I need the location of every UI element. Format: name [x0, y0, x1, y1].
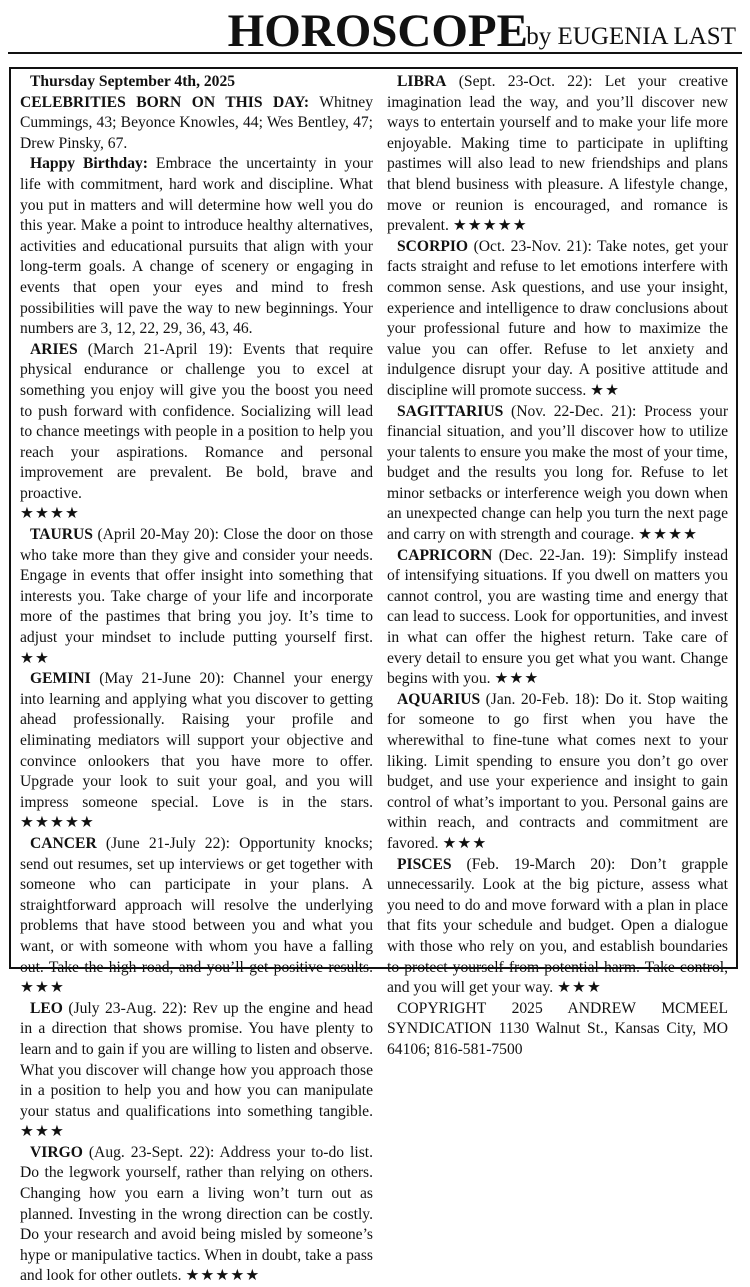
- sign-name: CANCER: [30, 834, 97, 852]
- sign-text: Don’t grapple unnecessarily. Look at the big picture, assess what you need to do and move forward with a plan in place that fits your schedule and budget. Open a dialogue with those who rely on you, and establish boundaries to protect yourself from potential harm. Take control, and you will get your way.: [387, 855, 728, 997]
- sign-name: GEMINI: [30, 670, 91, 688]
- star-rating: ★★★: [494, 670, 540, 688]
- sign-dates: (Sept. 23-Oct. 22):: [458, 73, 593, 90]
- sign-text: Channel your energy into learning and applying what you discover to getting ahead professionally. Raising your profile and eliminating mediators will support your objective and convince onlookers that you have more to offer. Upgrade your look to suit your goal, and you will impress someone special. Love is in the stars.: [20, 670, 373, 811]
- header-rule: [8, 52, 742, 54]
- sign-dates: (Jan. 20-Feb. 18):: [485, 690, 600, 708]
- sign-libra: [387, 72, 728, 237]
- byline: by EUGENIA LAST: [526, 23, 736, 50]
- star-rating: ★★★: [20, 1123, 65, 1141]
- sign-dates: (Oct. 23-Nov. 21):: [473, 237, 592, 255]
- birthday-paragraph: [20, 154, 373, 339]
- star-rating: ★★: [590, 381, 621, 399]
- sign-dates: (June 21-July 22):: [105, 834, 230, 852]
- celebrities-text: Whitney Cummings, 43; Beyonce Knowles, 44; Wes Bentley, 47; Drew Pinsky, 67.: [20, 93, 373, 152]
- sign-text: Do it. Stop waiting for someone to go first when you have the wherewithal to fine-tune what comes next to your liking. Limit spending to ensure you don’t go over budget, and use your experience and insight to gain control of what’s important to you. Personal gains are within reach, and contracts and commitment are favored.: [387, 690, 728, 852]
- star-rating: ★★★★: [20, 505, 80, 523]
- sign-text: Let your creative imagination lead the way, and you’ll discover new ways to entertain yourself and to make your life more enjoyable. Making time to participate in uplifting pastimes will also lead to new friendships and plans that blend business with pleasure. A lifestyle change, move or reunion is encouraged, and romance is prevalent.: [387, 73, 728, 235]
- sign-text: Opportunity knocks; send out resumes, set up interviews or get together with someone who can participate in your plans. A straightforward approach will resolve the underlying problems that have stood between you and what you want, or with someone with whom you have a falling out. Take the high road, and you’ll get positive results.: [20, 834, 373, 976]
- celebrities-label: CELEBRITIES BORN ON THIS DAY:: [20, 93, 310, 111]
- sign-dates: (July 23-Aug. 22):: [68, 999, 188, 1017]
- sign-cancer: [20, 834, 373, 999]
- sign-text: Close the door on those who take more than they give and consider your needs. Engage in events that offer insight into something that interests you. Take charge of your life and incorporate more of the pastimes that bring you joy. It’s time to adjust your mindset to include putting yourself first.: [20, 526, 373, 647]
- sign-gemini: [20, 669, 373, 834]
- sign-dates: (Aug. 23-Sept. 22):: [88, 1143, 215, 1161]
- sign-dates: (Dec. 22-Jan. 19):: [498, 546, 617, 564]
- sign-pisces: [387, 855, 728, 999]
- column-left: [20, 72, 373, 1287]
- sign-name: AQUARIUS: [397, 690, 481, 708]
- birthday-label: Happy Birthday:: [30, 155, 148, 173]
- star-rating: ★★: [20, 649, 50, 667]
- sign-sagittarius: [387, 402, 728, 546]
- header: [0, 0, 750, 62]
- sign-scorpio: [387, 237, 728, 402]
- sign-name: VIRGO: [30, 1143, 83, 1161]
- column-right: [387, 72, 728, 1061]
- sign-text: Rev up the engine and head in a direction that shows promise. You have plenty to learn and to gain if you are willing to listen and observe. What you discover will change how you approach those in a position to help you and how you can manipulate your status and qualifications into something tangible.: [20, 999, 373, 1120]
- star-rating: ★★★★★: [185, 1267, 261, 1285]
- sign-name: PISCES: [397, 855, 452, 873]
- star-rating: ★★★★★: [20, 814, 95, 832]
- star-rating: ★★★: [20, 979, 65, 997]
- sign-leo: [20, 999, 373, 1143]
- sign-text: Process your financial situation, and you’ll discover how to utilize your talents to ensure you make the most of your time, budget and the results you long for. Refuse to let minor setbacks or interference weigh you down when an unexpected change can help you turn the next page and carry on with strength and courage.: [387, 402, 729, 544]
- sign-name: SAGITTARIUS: [397, 402, 504, 420]
- sign-dates: (May 21-June 20):: [99, 670, 225, 688]
- sign-dates: (Feb. 19-March 20):: [466, 855, 616, 873]
- sign-text: Address your to-do list. Do the legwork yourself, rather than relying on others. Changing how you earn a living won’t turn out as planned. Investing in the wrong direction can be costly. Do your research and avoid being misled by someone’s hype or manipulative tactics. When in doubt, take a pass and look for other outlets.: [20, 1143, 374, 1285]
- celebrities-paragraph: [20, 93, 373, 155]
- horoscope-box: [9, 67, 738, 1285]
- star-rating: ★★★: [442, 834, 488, 852]
- star-rating: ★★★: [557, 979, 603, 997]
- sign-name: TAURUS: [30, 526, 93, 544]
- star-rating: ★★★★: [638, 526, 699, 544]
- sign-name: CAPRICORN: [397, 546, 493, 564]
- sign-dates: (Nov. 22-Dec. 21):: [511, 402, 637, 420]
- sign-dates: (March 21-April 19):: [87, 340, 233, 358]
- sign-virgo: [20, 1143, 373, 1287]
- star-rating: ★★★★★: [452, 217, 528, 235]
- sign-name: ARIES: [30, 340, 78, 358]
- copyright-notice: COPYRIGHT 2025 ANDREW MCMEEL SYNDICATION 1130 Walnut St., Kansas City, MO 64106; 816-581-7500: [387, 999, 728, 1058]
- sign-aries: [20, 340, 373, 525]
- sign-dates: (April 20-May 20):: [97, 526, 219, 544]
- sign-name: SCORPIO: [397, 237, 469, 255]
- date-line: Thursday September 4th, 2025: [30, 73, 236, 90]
- sign-text: Take notes, get your facts straight and refuse to let emotions interfere with common sense. Ask questions, and use your insight, experience and intelligence to draw conclusions about your professional future and how to maximize the value you can offer. Refuse to let anxiety and indulgence disrupt your day. A positive attitude and discipline will promote success.: [387, 237, 728, 399]
- sign-taurus: [20, 525, 373, 669]
- sign-text: Events that require physical endurance or challenge you to excel at something you enjoy will give you the boost you need to push forward with confidence. Socializing will lead to chance meetings with people in a position to help you reach your aspirations. Romance and personal improvement are prevalent. Be bold, brave and proactive.: [20, 340, 373, 502]
- birthday-text: Embrace the uncertainty in your life with commitment, hard work and discipline. What you put in matters and will determine how well you do this year. Make a point to introduce healthy alternatives, activities and educational pursuits that align with your long-term goals. A change of scenery or engaging in events that open your eyes and mind to fresh possibilities will pave the way to new beginnings. Your numbers are 3, 12, 22, 29, 36, 43, 46.: [20, 155, 373, 338]
- sign-aquarius: [387, 690, 728, 855]
- sign-name: LEO: [30, 999, 63, 1017]
- page-title: HOROSCOPE: [227, 5, 528, 57]
- sign-name: LIBRA: [397, 73, 447, 90]
- sign-text: Simplify instead of intensifying situations. If you dwell on matters you cannot control, you are wasting time and energy that can lead to success. Look for opportunities, and invest in what can offer the highest return. Take care of every detail to ensure you get what you want. Change begins with you.: [387, 546, 728, 688]
- sign-capricorn: [387, 546, 728, 690]
